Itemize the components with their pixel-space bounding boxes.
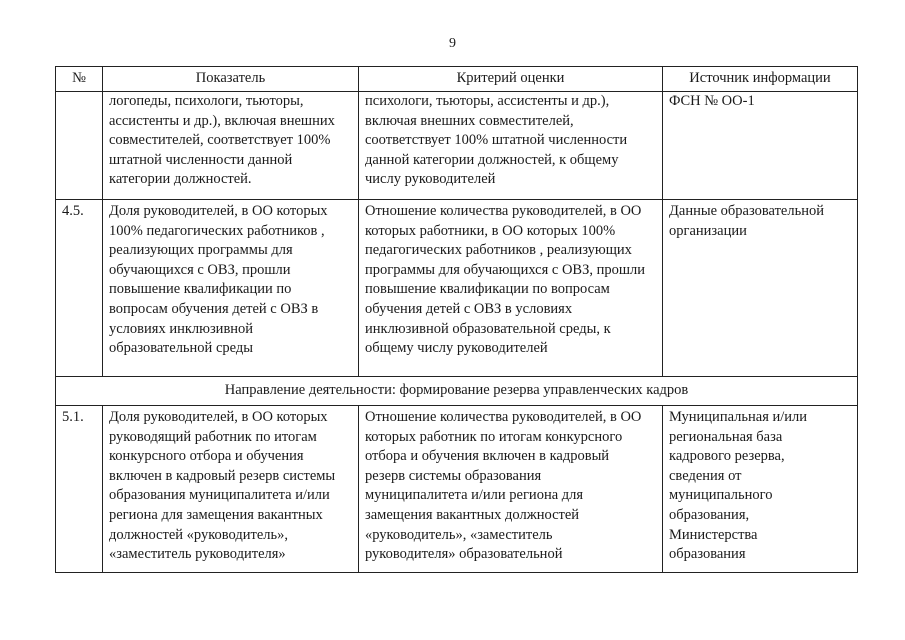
- row-number: 5.1.: [56, 406, 103, 573]
- row-criterion: Отношение количества руководителей, в ОО которых работник по итогам конкурсного отбора и обучения включен в кадровый резерв системы образования муниципалитета и/или региона для замещения вакантных должностей «руководитель», «заместитель руководителя» образовательной: [359, 406, 663, 573]
- header-criterion: Критерий оценки: [359, 67, 663, 92]
- row-source: Муниципальная и/или региональная база кадрового резерва, сведения от муниципального образования, Министерства образования: [663, 406, 858, 573]
- section-row: [56, 377, 858, 406]
- header-source: Источник информации: [663, 67, 858, 92]
- indicators-table: [55, 66, 858, 573]
- header-indicator: Показатель: [103, 67, 359, 92]
- row-indicator: логопеды, психологи, тьюторы, ассистенты и др.), включая внешних совместителей, соответствует 100% штатной численности данной категории должностей.: [103, 92, 359, 200]
- table-row: [56, 406, 858, 573]
- row-indicator: Доля руководителей, в ОО которых 100% педагогических работников , реализующих программы для обучающихся с ОВЗ, прошли повышение квалификации по вопросам обучения детей с ОВЗ в условиях инклюзивной образовательной среды: [103, 200, 359, 377]
- row-criterion: психологи, тьюторы, ассистенты и др.), включая внешних совместителей, соответствует 100% штатной численности данной категории должностей, к общему числу руководителей: [359, 92, 663, 200]
- table-row: [56, 92, 858, 200]
- row-source: Данные образовательной организации: [663, 200, 858, 377]
- header-number: №: [56, 67, 103, 92]
- row-number: 4.5.: [56, 200, 103, 377]
- table-row: [56, 200, 858, 377]
- section-title: Направление деятельности: формирование резерва управленческих кадров: [56, 377, 858, 406]
- row-indicator: Доля руководителей, в ОО которых руководящий работник по итогам конкурсного отбора и обучения включен в кадровый резерв системы образования муниципалитета и/или региона для замещения вакантных должностей «руководитель», «заместитель руководителя»: [103, 406, 359, 573]
- table-header-row: [56, 67, 858, 92]
- row-source: ФСН № ОО-1: [663, 92, 858, 200]
- row-criterion: Отношение количества руководителей, в ОО которых работники, в ОО которых 100% педагогических работников , реализующих программы для обучающихся с ОВЗ, прошли повышение квалификации по вопросам обучения детей с ОВЗ в условиях инклюзивной образовательной среды, к общему числу руководителей: [359, 200, 663, 377]
- row-number: [56, 92, 103, 200]
- page-number: 9: [449, 36, 456, 51]
